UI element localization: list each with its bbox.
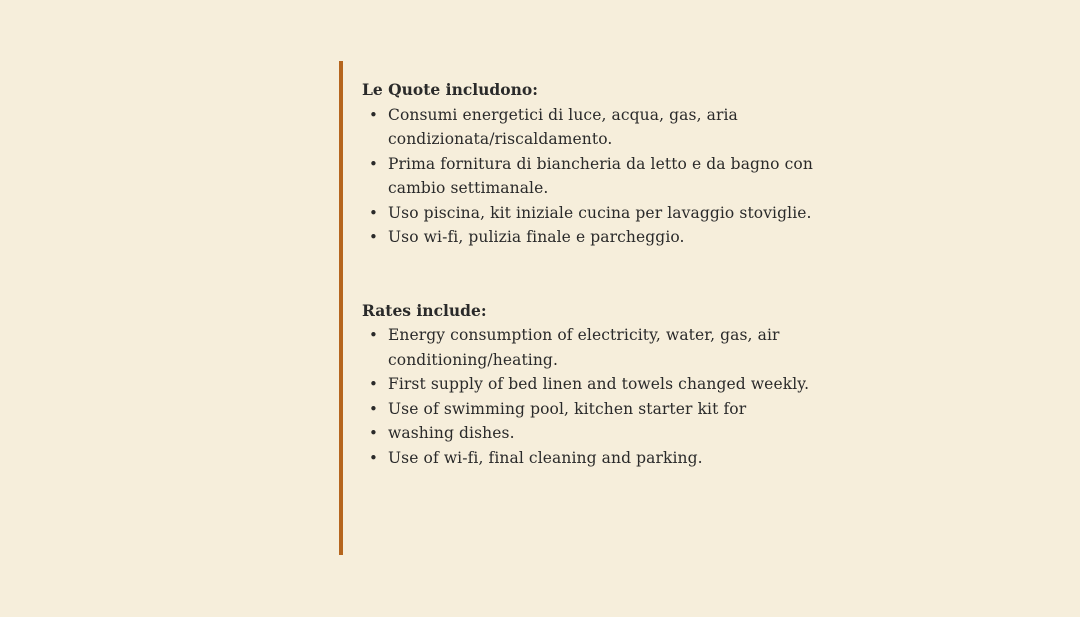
- list-item: • Uso wi-fi, pulizia finale e parcheggio.: [362, 225, 822, 250]
- english-items-list: [362, 323, 822, 470]
- list-item: • Use of swimming pool, kitchen starter kit for: [362, 397, 822, 422]
- bullet-icon: •: [369, 399, 378, 418]
- bullet-icon: •: [369, 105, 378, 124]
- section-spacer: [362, 250, 822, 299]
- list-item: • Consumi energetici di luce, acqua, gas, aria condizionata/riscaldamento.: [362, 103, 822, 152]
- list-item: • First supply of bed linen and towels changed weekly.: [362, 372, 822, 397]
- rates-content: [362, 78, 822, 470]
- bullet-icon: •: [369, 424, 378, 442]
- list-item: • Use of wi-fi, final cleaning and parking.: [362, 446, 822, 471]
- bullet-icon: •: [369, 448, 378, 467]
- accent-bar: [339, 61, 343, 555]
- italian-items-list: [362, 103, 822, 250]
- list-item: • washing dishes.: [362, 421, 822, 446]
- list-item: • Uso piscina, kit iniziale cucina per lavaggio stoviglie.: [362, 201, 822, 226]
- italian-section-title: Le Quote includono:: [362, 80, 538, 99]
- bullet-icon: •: [369, 203, 378, 222]
- bullet-icon: •: [369, 228, 378, 246]
- bullet-icon: •: [369, 154, 378, 173]
- list-item: • Energy consumption of electricity, water, gas, air conditioning/heating.: [362, 323, 822, 372]
- bullet-icon: •: [369, 375, 378, 393]
- list-item: • Prima fornitura di biancheria da letto e da bagno con cambio settimanale.: [362, 152, 822, 201]
- bullet-icon: •: [369, 326, 378, 344]
- english-section-title: Rates include:: [362, 300, 487, 320]
